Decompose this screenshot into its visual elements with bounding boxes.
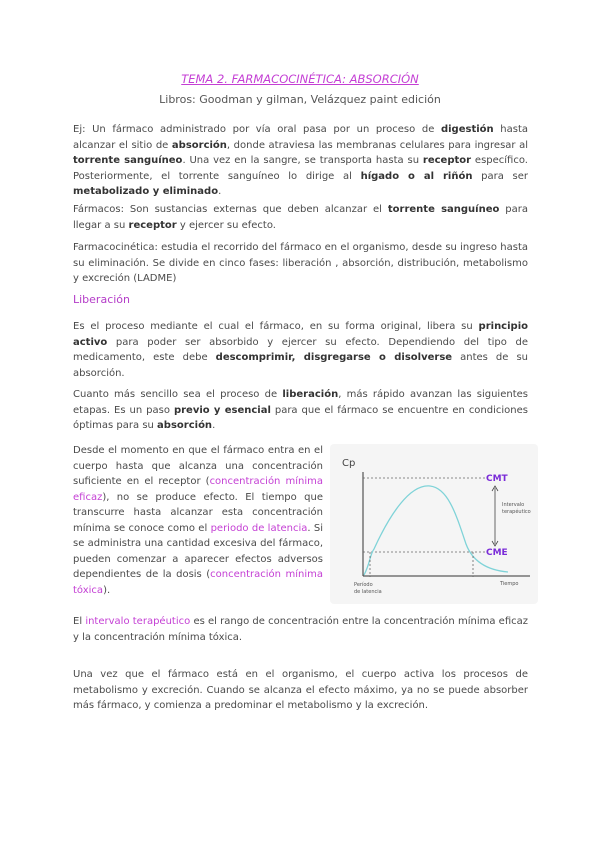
paragraph-liberacion-definition: Es el proceso mediante el cual el fármaco, en su forma original, libera su principio activo para poder ser absorbido y ejercer su efecto. Dependiendo del tipo de medicamento, este debe descomprimir, disgregarse o disolverse antes de su absorción. bbox=[73, 321, 528, 379]
interval-label-line2: terapéutico bbox=[502, 509, 531, 515]
cme-label: CME bbox=[486, 548, 508, 558]
document-title: TEMA 2. FARMACOCINÉTICA: ABSORCIÓN bbox=[181, 72, 419, 86]
section-heading-liberacion: Liberación bbox=[73, 293, 131, 306]
latency-label-line2: de latencia bbox=[354, 589, 382, 595]
paragraph-metabolism: Una vez que el fármaco está en el organismo, el cuerpo activa los procesos de metabolismo y excreción. Cuando se alcanza el efecto máximo, ya no se puede absorber más fármaco, y comienza a predominar el metabolismo y la excreción. bbox=[73, 669, 528, 711]
pharmacokinetic-curve-figure bbox=[330, 444, 538, 604]
concentration-curve bbox=[364, 486, 508, 575]
paragraph-example: Ej: Un fármaco administrado por vía oral pasa por un proceso de digestión hasta alcanzar el sitio de absorción, donde atraviesa las membranas celulares para ingresar al torrente sanguíneo. Una vez en la sangre, se transporta hasta su receptor específico. Posteriormente, el torrente sanguíneo lo dirige al hígado o al riñón para ser metabolizado y eliminado. bbox=[73, 124, 529, 197]
y-axis-label: Cp bbox=[342, 458, 356, 469]
paragraph-farmacocinetica: Farmacocinética: estudia el recorrido del fármaco en el organismo, desde su ingreso hasta su eliminación. Se divide en cinco fases: liberación , absorción, distribución, metabolismo y excreción (LADME) bbox=[73, 242, 528, 284]
paragraph-liberacion-speed: Cuanto más sencillo sea el proceso de liberación, más rápido avanzan las siguientes etapas. Es un paso previo y esencial para que el fármaco se encuentre en condiciones óptimas para su absorción. bbox=[73, 389, 528, 431]
paragraph-farmacos: Fármacos: Son sustancias externas que deben alcanzar el torrente sanguíneo para llegar a su receptor y ejercer su efecto. bbox=[73, 204, 529, 231]
document-subtitle: Libros: Goodman y gilman, Velázquez paint edición bbox=[159, 93, 441, 106]
pharmacokinetic-curve-svg bbox=[330, 444, 538, 604]
paragraph-therapeutic-interval: El intervalo terapéutico es el rango de concentración entre la concentración mínima eficaz y la concentración mínima tóxica. bbox=[73, 616, 528, 643]
interval-label-line1: Intervalo bbox=[502, 502, 525, 508]
latency-label-line1: Período bbox=[354, 582, 373, 588]
paragraph-latency: Desde el momento en que el fármaco entra en el cuerpo hasta que alcanza una concentración suficiente en el receptor (concentración mínima eficaz), no se produce efecto. El tiempo que transcurre hasta alcanzar esta concentración mínima se conoce como el periodo de latencia. Si se administra una cantidad excesiva del fármaco, pueden comenzar a aparecer efectos adversos dependientes de la dosis (concentración mínima tóxica). bbox=[73, 445, 324, 596]
x-axis-label: Tiempo bbox=[500, 581, 519, 587]
cmt-label: CMT bbox=[486, 474, 508, 484]
